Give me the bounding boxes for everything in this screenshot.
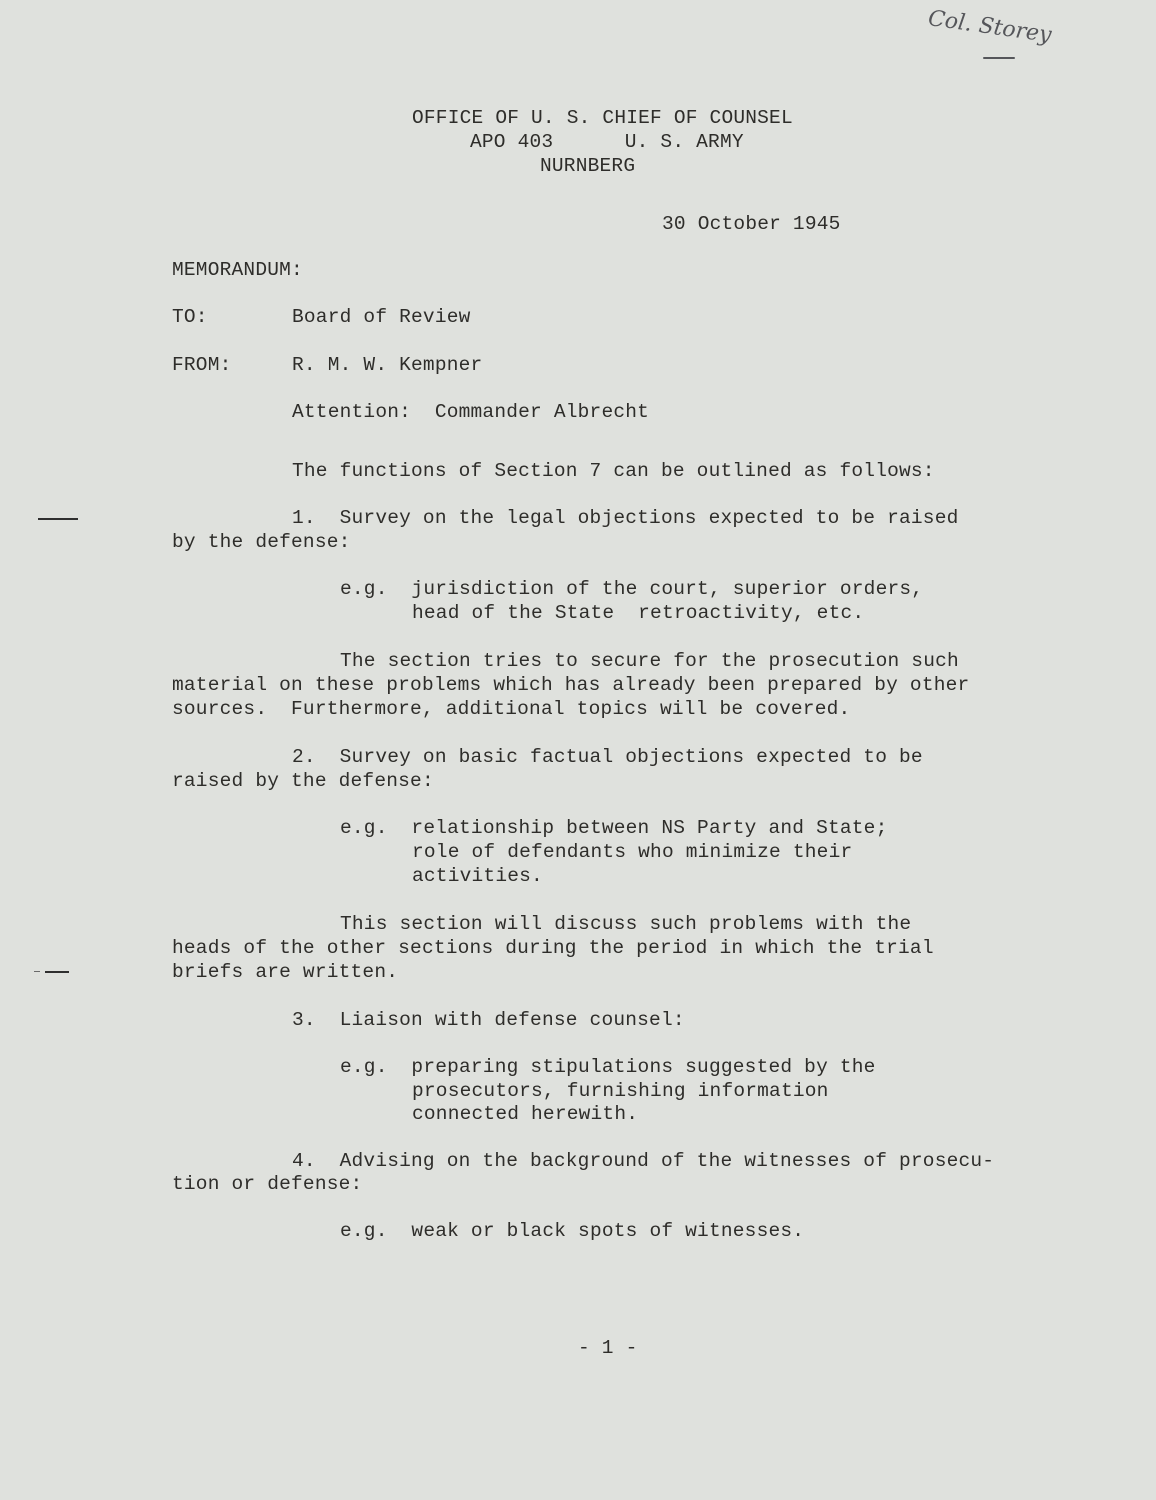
to-value: Board of Review <box>292 306 471 328</box>
item1-eg-line1: e.g. jurisdiction of the court, superior orders, <box>340 578 924 600</box>
item2-para-line3: briefs are written. <box>172 961 399 983</box>
item2-eg-line3: activities. <box>412 865 543 887</box>
from-label: FROM: <box>172 354 232 376</box>
handwritten-annotation: Col. Storey <box>926 6 1054 49</box>
item1-para-line2: material on these problems which has already been prepared by other <box>172 674 970 696</box>
item2-line2: raised by the defense: <box>172 770 434 792</box>
to-label: TO: <box>172 306 208 328</box>
memo-label: MEMORANDUM: <box>172 259 303 281</box>
handwritten-underline <box>983 57 1015 59</box>
margin-mark <box>45 971 69 973</box>
item3-line1: 3. Liaison with defense counsel: <box>292 1009 685 1031</box>
item4-line1: 4. Advising on the background of the witnesses of prosecu- <box>292 1150 995 1172</box>
from-value: R. M. W. Kempner <box>292 354 483 376</box>
item4-eg-line1: e.g. weak or black spots of witnesses. <box>340 1220 805 1242</box>
header-line-2: APO 403 U. S. ARMY <box>470 131 744 153</box>
margin-mark <box>34 971 40 972</box>
item3-eg-line3: connected herewith. <box>412 1103 639 1125</box>
item1-para-line1: The section tries to secure for the prosecution such <box>340 650 959 672</box>
item2-eg-line1: e.g. relationship between NS Party and State; <box>340 817 888 839</box>
item1-para-line3: sources. Furthermore, additional topics will be covered. <box>172 698 851 720</box>
item2-para-line1: This section will discuss such problems with the <box>340 913 912 935</box>
item1-eg-line2: head of the State retroactivity, etc. <box>412 602 865 624</box>
item3-eg-line1: e.g. preparing stipulations suggested by the <box>340 1056 876 1078</box>
item2-para-line2: heads of the other sections during the period in which the trial <box>172 937 934 959</box>
item3-eg-line2: prosecutors, furnishing information <box>412 1080 829 1102</box>
item1-line2: by the defense: <box>172 531 351 553</box>
memo-date: 30 October 1945 <box>662 213 841 235</box>
margin-mark <box>38 518 78 520</box>
header-line-1: OFFICE OF U. S. CHIEF OF COUNSEL <box>412 107 793 129</box>
intro-paragraph: The functions of Section 7 can be outlined as follows: <box>292 460 935 482</box>
header-line-3: NURNBERG <box>540 155 636 177</box>
item4-line2: tion or defense: <box>172 1173 363 1195</box>
item2-line1: 2. Survey on basic factual objections expected to be <box>292 746 923 768</box>
item1-line1: 1. Survey on the legal objections expected to be raised <box>292 507 959 529</box>
page-number: - 1 - <box>578 1337 638 1359</box>
attention-line: Attention: Commander Albrecht <box>292 401 650 423</box>
item2-eg-line2: role of defendants who minimize their <box>412 841 853 863</box>
